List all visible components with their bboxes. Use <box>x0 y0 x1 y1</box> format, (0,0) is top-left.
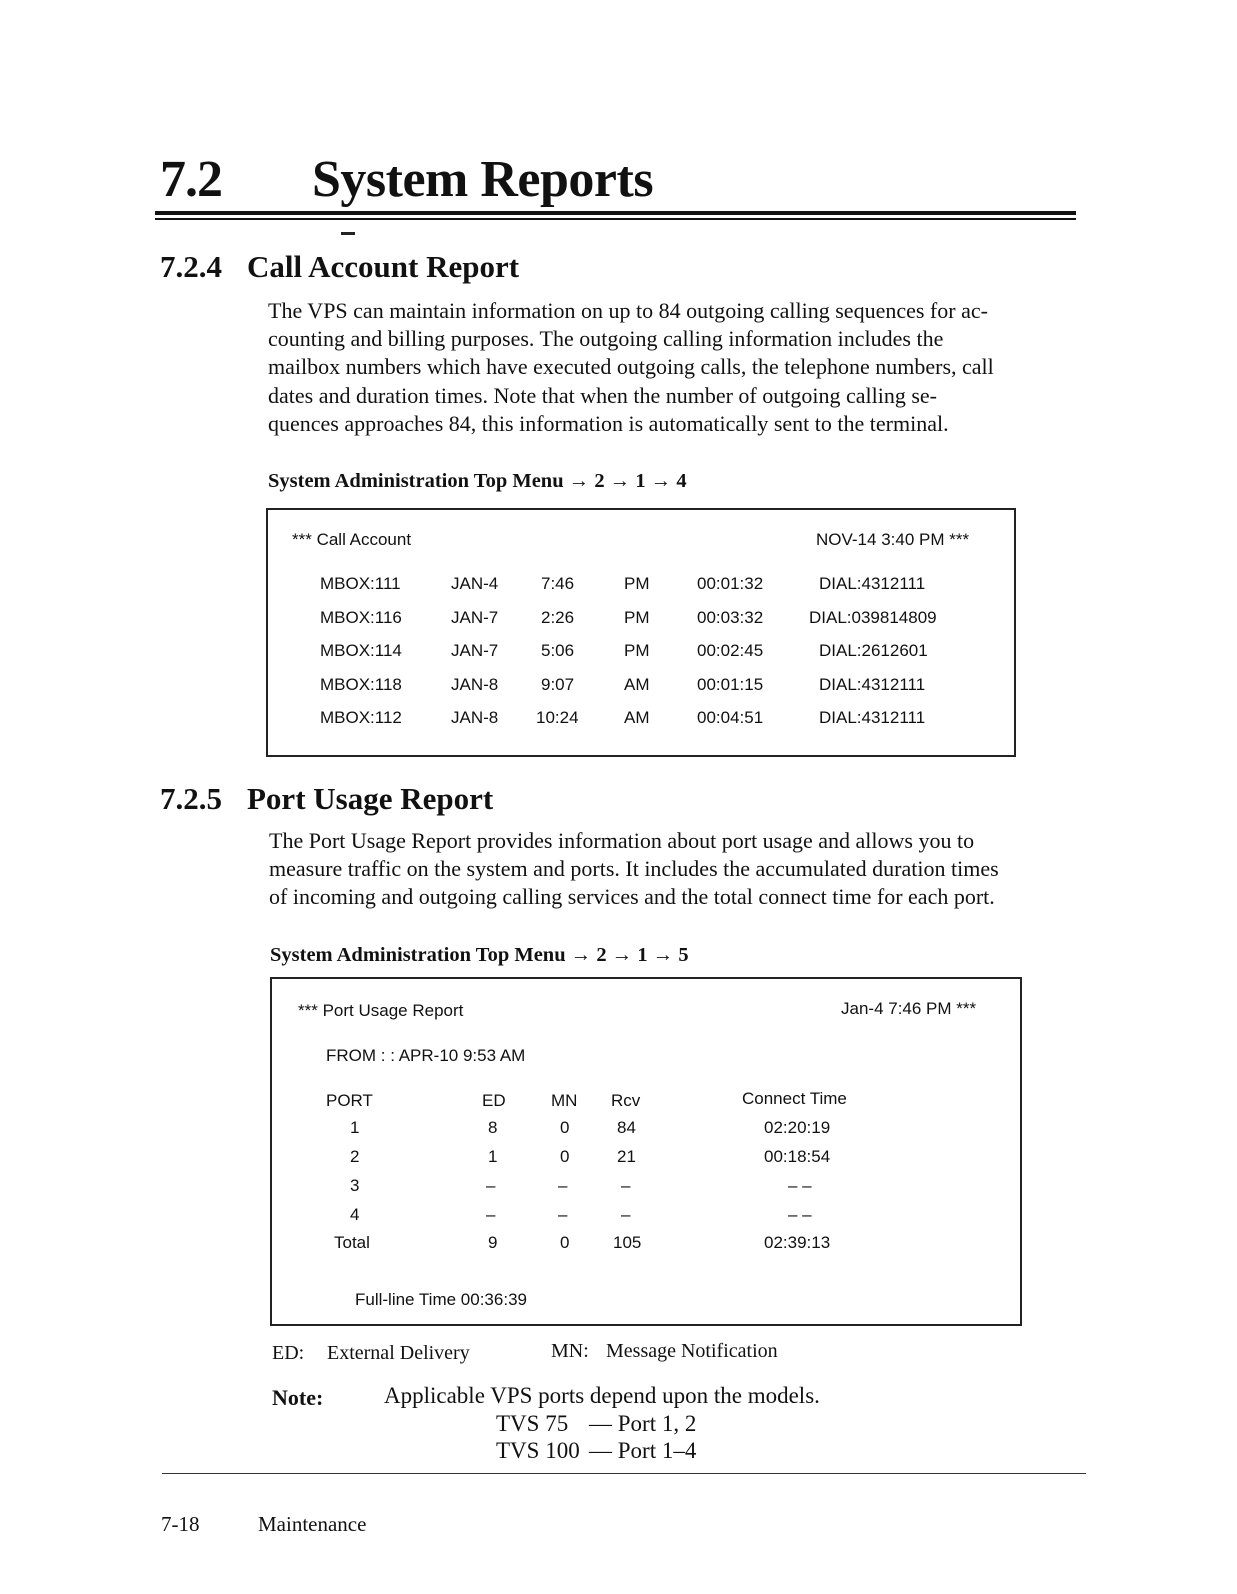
model-name: TVS 100 <box>496 1438 580 1463</box>
connect-time-cell: 00:18:54 <box>764 1147 831 1166</box>
date-cell: JAN-7 <box>451 608 499 627</box>
paragraph-line: of incoming and outgoing calling services and the total connect time for each port. <box>269 884 995 910</box>
paragraph-line: The VPS can maintain information on up to 84 outgoing calling sequences for ac- <box>268 298 988 323</box>
paragraph-line: mailbox numbers which have executed outgoing calls, the telephone numbers, call <box>268 354 994 380</box>
mn-cell: 0 <box>560 1147 570 1166</box>
mailbox-cell: MBOX:111 <box>320 574 401 593</box>
total-label: Total <box>334 1233 370 1252</box>
connect-time-cell: 02:20:19 <box>764 1118 831 1137</box>
section-number-call-account: 7.2.4 <box>160 249 222 284</box>
chapter-number: 7.2 <box>160 151 222 208</box>
menu-path-call-account: System Administration Top Menu → 2 → 1 → 4 <box>268 470 687 492</box>
port-cell: 4 <box>350 1205 360 1224</box>
mn-cell: 0 <box>560 1118 570 1137</box>
screen-timestamp: NOV-14 3:40 PM *** <box>816 530 970 549</box>
section-title-call-account: Call Account Report <box>247 249 520 284</box>
ed-cell: 9 <box>488 1233 498 1252</box>
connect-time-cell: 02:39:13 <box>764 1233 831 1252</box>
rcv-cell: – <box>621 1205 631 1224</box>
screen-title: *** Call Account <box>292 530 412 549</box>
column-header-port: PORT <box>326 1091 373 1110</box>
port-cell: 3 <box>350 1176 360 1195</box>
mailbox-cell: MBOX:118 <box>320 675 402 694</box>
legend-mn-value: Message Notification <box>606 1340 778 1362</box>
rcv-cell: 21 <box>617 1147 636 1166</box>
section-title-port-usage: Port Usage Report <box>247 781 494 816</box>
paragraph-line: quences approaches 84, this information is automatically sent to the terminal. <box>268 410 949 436</box>
full-line-time: Full-line Time 00:36:39 <box>355 1290 527 1309</box>
mailbox-cell: MBOX:112 <box>320 708 402 727</box>
port-usage-screen <box>270 977 1022 1326</box>
call-account-description <box>268 297 1078 438</box>
footer-section-name: Maintenance <box>258 1512 367 1536</box>
heading-rule-thick <box>155 211 1076 215</box>
duration-cell: 00:04:51 <box>697 708 764 727</box>
rcv-cell: – <box>621 1176 631 1195</box>
dial-cell: DIAL:4312111 <box>819 708 926 727</box>
paragraph-line: measure traffic on the system and ports. It includes the accumulated duration times <box>269 856 999 882</box>
date-cell: JAN-8 <box>451 708 499 727</box>
dial-cell: DIAL:2612601 <box>819 641 928 660</box>
note-label: Note: <box>272 1385 324 1410</box>
rcv-cell: 105 <box>613 1233 642 1252</box>
column-header-mn: MN <box>551 1091 578 1110</box>
duration-cell: 00:03:32 <box>697 608 764 627</box>
column-header-ed: ED <box>482 1091 506 1110</box>
chapter-title: System Reports <box>312 151 654 208</box>
dial-cell: DIAL:4312111 <box>819 574 926 593</box>
ed-cell: 8 <box>488 1118 498 1137</box>
legend-ed-key: ED: <box>272 1342 305 1364</box>
rcv-cell: 84 <box>617 1118 636 1137</box>
time-cell: 5:06 <box>541 641 575 660</box>
column-header-connect-time: Connect Time <box>742 1089 847 1108</box>
mailbox-cell: MBOX:116 <box>320 608 402 627</box>
ampm-cell: PM <box>624 574 650 593</box>
note-text: Applicable VPS ports depend upon the models. <box>384 1383 820 1408</box>
date-cell: JAN-7 <box>451 641 499 660</box>
port-cell: 1 <box>350 1118 360 1137</box>
time-cell: 7:46 <box>541 574 575 593</box>
paragraph-line: counting and billing purposes. The outgoing calling information includes the <box>268 326 944 352</box>
time-cell: 10:24 <box>536 708 579 727</box>
model-ports: — Port 1, 2 <box>589 1411 697 1436</box>
duration-cell: 00:01:15 <box>697 675 764 694</box>
port-cell: 2 <box>350 1147 360 1166</box>
mn-cell: – <box>558 1176 568 1195</box>
paragraph-line: The Port Usage Report provides information about port usage and allows you to <box>269 828 975 853</box>
ampm-cell: AM <box>624 708 650 727</box>
model-name: TVS 75 <box>496 1411 569 1436</box>
time-cell: 2:26 <box>541 608 575 627</box>
connect-time-cell: – – <box>788 1176 812 1195</box>
paragraph-line: dates and duration times. Note that when the number of outgoing calling se- <box>268 382 938 408</box>
screen-timestamp: Jan-4 7:46 PM *** <box>841 999 977 1018</box>
scan-mark <box>341 232 355 235</box>
legend-ed-value: External Delivery <box>327 1342 470 1364</box>
connect-time-cell: – – <box>788 1205 812 1224</box>
mailbox-cell: MBOX:114 <box>320 641 402 660</box>
ed-cell: – <box>486 1176 496 1195</box>
model-ports: — Port 1–4 <box>589 1438 697 1463</box>
ampm-cell: AM <box>624 675 650 694</box>
mn-cell: – <box>558 1205 568 1224</box>
menu-path-port-usage: System Administration Top Menu → 2 → 1 → 5 <box>270 944 689 966</box>
duration-cell: 00:02:45 <box>697 641 764 660</box>
footer-rule <box>162 1473 1086 1474</box>
time-cell: 9:07 <box>541 675 575 694</box>
legend-mn-key: MN: <box>551 1340 589 1362</box>
ampm-cell: PM <box>624 641 650 660</box>
port-usage-description <box>269 827 1081 912</box>
screen-title: *** Port Usage Report <box>298 1001 464 1020</box>
heading-rule-thin <box>155 218 1076 220</box>
column-header-rcv: Rcv <box>611 1091 641 1110</box>
date-cell: JAN-8 <box>451 675 499 694</box>
dial-cell: DIAL:039814809 <box>809 608 937 627</box>
ed-cell: – <box>486 1205 496 1224</box>
duration-cell: 00:01:32 <box>697 574 764 593</box>
date-cell: JAN-4 <box>451 574 499 593</box>
page-number: 7-18 <box>161 1512 200 1536</box>
dial-cell: DIAL:4312111 <box>819 675 926 694</box>
mn-cell: 0 <box>560 1233 570 1252</box>
call-account-screen <box>266 508 1016 757</box>
ed-cell: 1 <box>488 1147 498 1166</box>
section-number-port-usage: 7.2.5 <box>160 781 222 816</box>
from-line: FROM : : APR-10 9:53 AM <box>326 1046 526 1065</box>
ampm-cell: PM <box>624 608 650 627</box>
